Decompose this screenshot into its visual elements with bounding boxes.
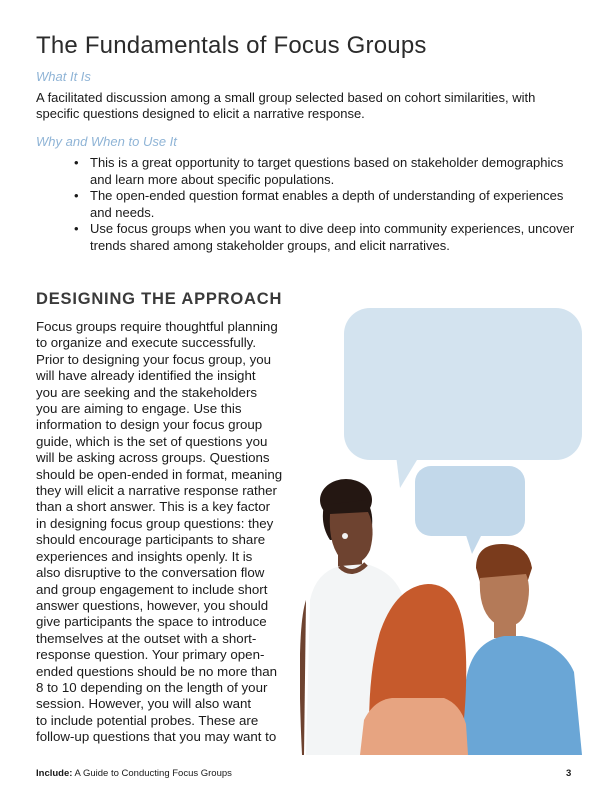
- footer-title: [36, 768, 232, 779]
- list-item: [36, 155, 576, 188]
- body-line: in designing focus group questions: they: [36, 515, 274, 531]
- body-line: follow-up questions that you may want to: [36, 729, 277, 745]
- bullet-icon: •: [74, 221, 79, 236]
- body-line: to organize and execute successfully.: [36, 335, 257, 351]
- body-line: should be open-ended in format, meaning: [36, 466, 283, 482]
- body-line: Prior to designing your focus group, you: [36, 351, 272, 367]
- body-line: response question. Your primary open-: [36, 647, 265, 663]
- footer-brand: Include:: [36, 768, 73, 779]
- body-line: ended questions should be no more than: [36, 663, 277, 679]
- page-number: 3: [566, 768, 572, 779]
- body-line: will be asking across groups. Questions: [36, 450, 270, 466]
- body-line: they will elicit a narrative response rather: [36, 483, 277, 499]
- body-line: you are aiming to engage. Use this: [36, 401, 242, 417]
- body-line: to include potential probes. These are: [36, 712, 259, 728]
- why-when-list: [36, 155, 576, 254]
- section-heading: DESIGNING THE APPROACH: [36, 290, 283, 308]
- body-line: session. However, you will also want: [36, 696, 252, 712]
- list-item-text: The open-ended question format enables a depth of understanding of experiences and needs.: [90, 188, 564, 220]
- body-line: will have already identified the insight: [36, 368, 256, 384]
- body-line: themselves at the outset with a short-: [36, 630, 257, 646]
- list-item: [36, 221, 576, 254]
- body-line: answer questions, however, you should: [36, 597, 269, 613]
- body-line: experiences and insights openly. It is: [36, 548, 253, 564]
- focus-group-people-speech-bubbles-icon: [300, 300, 590, 755]
- list-item-text: Use focus groups when you want to dive deep into community experiences, uncover trends shared among stakeholder groups, and elicit narratives.: [90, 221, 575, 253]
- what-it-is-heading: What It Is: [36, 69, 91, 84]
- designing-body: [36, 319, 304, 746]
- small-speech-bubble: [415, 466, 525, 554]
- list-item: [36, 188, 576, 221]
- body-line: give participants the space to introduce: [36, 614, 267, 630]
- large-speech-bubble: [344, 308, 582, 488]
- person-man-blue-shirt: [460, 544, 582, 755]
- footer-text: A Guide to Conducting Focus Groups: [72, 768, 232, 779]
- list-item-text: This is a great opportunity to target questions based on stakeholder demographics and learn more about specific populations.: [90, 155, 564, 187]
- body-line: and group engagement to include short: [36, 581, 268, 597]
- body-line: than a short answer. This is a key factor: [36, 499, 271, 515]
- body-line: 8 to 10 depending on the length of your: [36, 679, 268, 695]
- page-title: The Fundamentals of Focus Groups: [36, 32, 427, 59]
- body-line: guide, which is the set of questions you: [36, 433, 268, 449]
- bullet-icon: •: [74, 155, 79, 170]
- body-line: information to design your focus group: [36, 417, 263, 433]
- body-line: Focus groups require thoughtful planning: [36, 319, 278, 334]
- body-line: you are seeking and the stakeholders: [36, 384, 258, 400]
- what-it-is-text: A facilitated discussion among a small group selected based on cohort similarities, with specific questions designed to elicit a narrative response.: [36, 90, 536, 121]
- bullet-icon: •: [74, 188, 79, 203]
- why-when-heading: Why and When to Use It: [36, 134, 177, 149]
- body-line: also disruptive to the conversation flow: [36, 565, 265, 581]
- body-line: should encourage participants to share: [36, 532, 266, 548]
